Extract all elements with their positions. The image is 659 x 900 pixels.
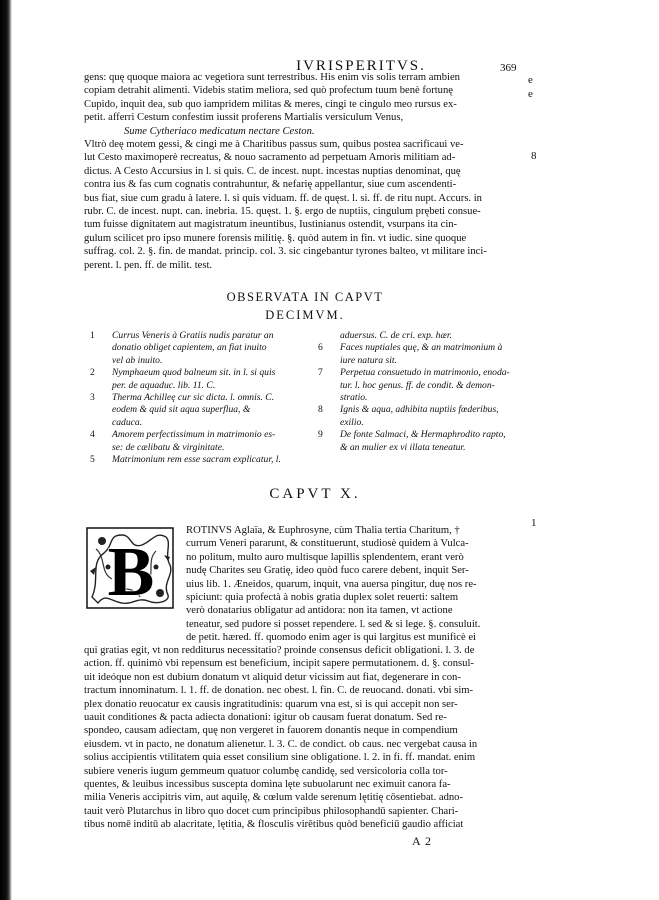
top-text-block [84, 71, 524, 272]
summary-item-text: aduersus. C. de cri. exp. hær. [340, 330, 452, 341]
running-head: IVRISPERITVS. [296, 58, 426, 74]
summary-item [90, 454, 312, 466]
summary-column-right [318, 330, 528, 454]
text-line: bus fiat, siue cum gradu à latere. l. si quis viduam. ff. de quęst. l. si. ff. de ritu nupt. Accurs. in [84, 192, 482, 204]
section-heading: OBSERVATA IN CAPVT [226, 290, 384, 304]
text-line: uit ideóque non est dubium donatum vt aliquid detur vicissim aut fiat, degenerare in con- [84, 671, 461, 683]
margin-mark: e [528, 88, 533, 100]
text-line: tum fuisse dignitatem aut magistratum ineuntibus, Iustinianus ostendit, vsurpans ita cin- [84, 219, 458, 231]
text-line: dictus. A Cesto Accursius in l. si quis. C. de incest. nupt. incestas nuptias denominat, quę [84, 165, 461, 177]
text-line: solius accipientis vtilitatem quia esset consilium sine obligatione. l. 2. in fi. ff. mandat. enim [84, 752, 476, 764]
text-line: milia Veneris accipitris vim, aut aquilę, & cœlum valde serenum lętitię cōsentiebat. adno- [84, 792, 464, 804]
text-line: perent. l. pen. ff. de milit. test. [84, 259, 213, 271]
text-line: gens: quę quoque maiora ac vegetiora sunt terrestribus. His enim vis solis terram ambien [84, 72, 460, 83]
text-line: spondeo, causam adiectam, quę non vergeret in fauorem donantis neque in compendium [84, 725, 458, 737]
summary-item [318, 429, 528, 454]
text-line: currum Veneri pararunt, & constituerunt, studiosè quidem à Vulca- [186, 538, 469, 550]
text-line: spiciunt: quia profectà à nobis gratia duplex solet reuerti: saltem [186, 592, 459, 604]
summary-item-text: Currus Veneris à Gratiis nudis paratur an donatio obliget capientem, an fiat inuito vel ab inuito. [112, 330, 274, 366]
margin-mark: e [528, 74, 533, 86]
summary-item [90, 392, 312, 429]
text-line: subiere veneris iugum gemmeum quatuor columbę candidę, sed versicoloria colla tor- [84, 765, 448, 777]
text-line: qui gratias egit, vt non redditurus necessitatio? proinde consensus deficit obligationi. l. 3. de [84, 645, 475, 656]
summary-item-number: 1 [90, 330, 95, 341]
text-line: action. ff. quinimò vbi repensum est beneficium, incipit sapere permutationem. d. §. consul- [84, 658, 474, 670]
summary-item [318, 330, 528, 342]
summary-item-number: 9 [318, 429, 323, 441]
chapter-title: CAPVT X. [269, 486, 361, 502]
text-line: gulum scilicet pro ipso munere forensis militię. §. quòd autem in fin. vt iudic. sine quoque [84, 232, 467, 244]
summary-item [90, 367, 312, 392]
page-binding-edge [0, 0, 12, 900]
summary-item-text: Faces nuptiales quę, & an matrimonium à iure natura sit. [340, 342, 503, 366]
text-line: petit. afferri Cestum confestim iussit proferens Martialis versiculum Venus, [84, 112, 404, 124]
text-line: tractum innominatum. l. 1. ff. de donation. nec obest. l. fin. C. de reuocand. donati. vbi sim- [84, 685, 474, 697]
text-line: quentes, & leuibus incessibus suscepta domina lęte subuolarunt nec eximuit canora fa- [84, 779, 451, 791]
summary-item-text: Perpetua consuetudo in matrimonio, enoda- tur. l. hoc genus. ff. de condit. & demon- stratio. [340, 367, 510, 404]
text-line: eiusdem. vt in pacto, ne donatum alienetur. l. 3. C. de condict. ob caus. nec vergebat causa in [84, 738, 478, 750]
opening-paragraph [186, 524, 524, 645]
summary-item-number: 8 [318, 404, 323, 416]
decorated-initial-graphic [86, 527, 174, 609]
verse-line: Sume Cytheriaco medicatum nectare Ceston. [124, 125, 315, 137]
text-line: nudę Charites seu Gratię, ideo quòd fuco carere debent, inquit Ser- [186, 565, 469, 577]
text-line: contra ius & fas cum cognatis contrahuntur, & nefarię appellantur, siue cum ascendenti- [84, 179, 457, 191]
summary-column-left [90, 330, 312, 466]
summary-item [90, 330, 312, 367]
text-line: de petit. hæred. ff. quomodo enim ager is qui largitus est munificè ei [186, 632, 476, 644]
text-line: no politum, multo auro multisque lapillis splendentem, erant verò [186, 551, 464, 563]
text-line: teneatur, sed pudore si posset rependere. l. sed & si lege. §. consuluit. [186, 618, 481, 630]
summary-item-number: 2 [90, 367, 95, 379]
text-line: plex donatio reuocatur ex causis ingratitudinis: quarum vna est, si is qui accepit non ser- [84, 698, 458, 710]
text-line: uauit conditiones & pacta adiecta donationi: igitur ob causam fuerat donatum. Sed re- [84, 712, 447, 724]
summary-item [318, 404, 528, 429]
summary-item-text: De fonte Salmaci, & Hermaphrodito rapto, & an mulier ex vi illata teneatur. [340, 429, 506, 453]
summary-item-text: Matrimonium rem esse sacram explicatur, l. [112, 454, 281, 466]
text-line: lut Cesto maximoperè recreatus, & nouo sacramento ad perpetuam Amoris militiam ad- [84, 152, 456, 164]
text-line: rubr. C. de incest. nupt. can. inebria. 15. quęst. 1. §. ergo de nuptiis, cingulum prębeti consue- [84, 206, 481, 218]
section-subheading: DECIMVM. [265, 308, 345, 322]
summary-item-number: 7 [318, 367, 323, 379]
text-line: Cupido, inquit dea, sub quo iampridem militas & meres, cingi te cingulo meo rursus ex- [84, 98, 457, 110]
decorated-initial-letter [86, 527, 174, 609]
text-line: Vltrò deę motem gessi, & cingi me à Charitibus passus sum, quibus postea sacrificaui ve- [84, 139, 464, 151]
summary-item-number: 4 [90, 429, 95, 441]
summary-item-text: Therma Achilleę cur sic dicta. l. omnis. C. eodem & quid sit aqua superflua, & caduca. [112, 392, 275, 428]
text-line: uius lib. 1. Æneidos, quarum, inquit, vna auersa pingitur, duę nos re- [186, 578, 477, 590]
summary-item [318, 367, 528, 404]
text-line: tauit verò Plutarchus in libro quo docet cum principibus philosophandū sapienter. Chari- [84, 805, 459, 817]
summary-item-number: 3 [90, 392, 95, 404]
text-line: tibus nomē inditū ab alacritate, lętitia, & flosculis virētibus quòd beneficiū gaudio afficiat [84, 819, 464, 831]
text-line: verò donatarius obligatur ad antidora: non ita tamen, vt actione [186, 605, 453, 617]
summary-item-text: Ignis & aqua, adhibita nuptiis fœderibus, exilio. [340, 404, 499, 428]
text-line: ROTINVS Aglaïa, & Euphrosyne, cùm Thalia tertia Charitum, † [186, 525, 460, 536]
summary-item-number: 6 [318, 342, 323, 354]
summary-item-text: Nymphaeum quod balneum sit. in l. si quis per. de aquaduc. lib. 11. C. [112, 367, 276, 391]
text-line: suffrag. col. 2. §. fin. de mandat. princip. col. 3. sic cingebantur tyrones balteo, vt militare inci- [84, 246, 487, 258]
text-line: copiam detrahit alimenti. Videbis statim meliora, sed quò profectum tuum benè fortunę [84, 85, 453, 97]
drop-cap-letter: B [107, 534, 155, 609]
signature-mark: A 2 [412, 834, 433, 848]
main-text-block [84, 644, 524, 832]
page-number: 369 [500, 62, 517, 74]
margin-note-number: 8 [531, 150, 537, 162]
summary-item-text: Amorem perfectissimum in matrimonio es- se: de cælibatu & virginitate. [112, 429, 276, 453]
margin-note-number: 1 [531, 517, 537, 529]
summary-item [90, 429, 312, 454]
summary-item-number: 5 [90, 454, 95, 466]
summary-item [318, 342, 528, 367]
